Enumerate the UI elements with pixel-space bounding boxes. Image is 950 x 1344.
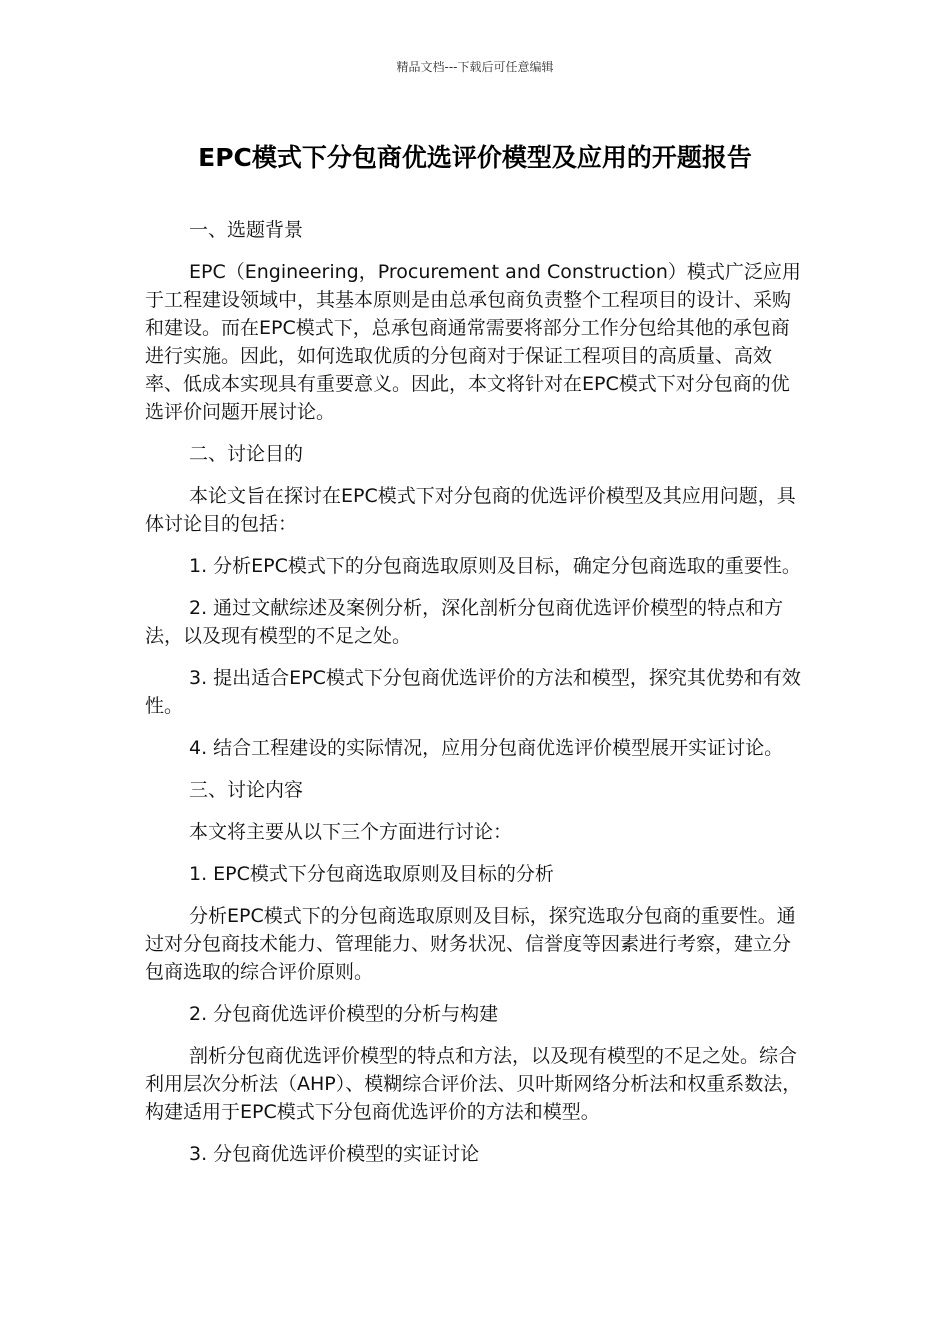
section2-item-1: 1. 分析EPC模式下的分包商选取原则及目标，确定分包商选取的重要性。 <box>189 555 801 577</box>
section1-heading: 一、选题背景 <box>189 219 304 241</box>
section2-intro: 本论文旨在探讨在EPC模式下对分包商的优选评价模型及其应用问题，具体讨论目的包括： <box>145 485 796 535</box>
section3-heading: 三、讨论内容 <box>189 779 304 801</box>
document-title: EPC模式下分包商优选评价模型及应用的开题报告 <box>198 143 752 172</box>
header-note: 精品文档---下载后可任意编辑 <box>396 60 554 74</box>
subsection3-heading: 3. 分包商优选评价模型的实证讨论 <box>189 1143 480 1165</box>
subsection1-heading: 1. EPC模式下分包商选取原则及目标的分析 <box>189 863 554 885</box>
section2-item-2: 2. 通过文献综述及案例分析，深化剖析分包商优选评价模型的特点和方法，以及现有模型的不足之处。 <box>145 597 784 647</box>
section2-item-4: 4. 结合工程建设的实际情况，应用分包商优选评价模型展开实证讨论。 <box>189 737 784 759</box>
section1-body: EPC（Engineering，Procurement and Construction）模式广泛应用于工程建设领域中，其基本原则是由总承包商负责整个工程项目的设计、采购和建设。而在EPC模式下，总承包商通常需要将部分工作分包给其他的承包商进行实施。因此，如何选取优质的分包商对于保证工程项目的高质量、高效率、低成本实现具有重要意义。因此，本文将针对在EPC模式下对分包商的优选评价问题开展讨论。 <box>145 261 801 423</box>
subsection2-heading: 2. 分包商优选评价模型的分析与构建 <box>189 1003 499 1025</box>
section3-intro: 本文将主要从以下三个方面进行讨论： <box>189 821 513 843</box>
section2-item-3: 3. 提出适合EPC模式下分包商优选评价的方法和模型，探究其优势和有效性。 <box>145 667 801 717</box>
subsection2-body: 剖析分包商优选评价模型的特点和方法，以及现有模型的不足之处。综合利用层次分析法（AHP）、模糊综合评价法、贝叶斯网络分析法和权重系数法，构建适用于EPC模式下分包商优选评价的方法和模型。 <box>145 1045 802 1123</box>
section2-heading: 二、讨论目的 <box>189 443 304 465</box>
subsection1-body: 分析EPC模式下的分包商选取原则及目标，探究选取分包商的重要性。通过对分包商技术能力、管理能力、财务状况、信誉度等因素进行考察，建立分包商选取的综合评价原则。 <box>145 905 796 983</box>
document-body <box>145 216 805 1182</box>
